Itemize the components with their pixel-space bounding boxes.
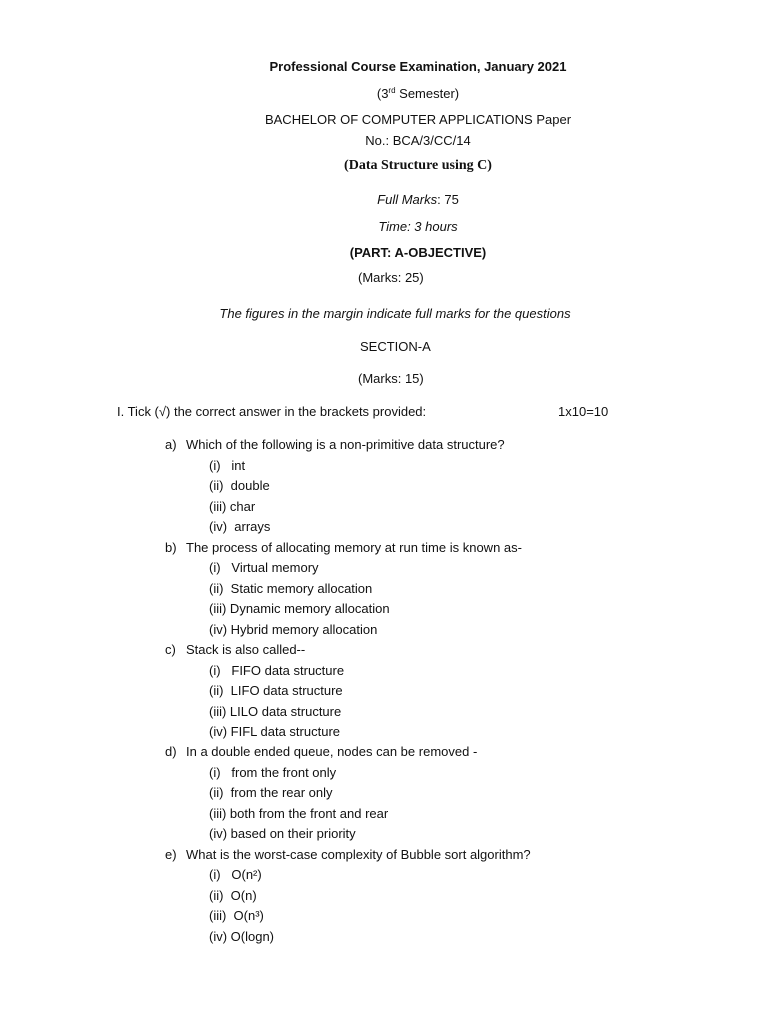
option: (ii) O(n) [209, 888, 257, 903]
program-line-1: BACHELOR OF COMPUTER APPLICATIONS Paper [264, 112, 572, 127]
full-marks-value: : 75 [437, 192, 459, 207]
exam-title: Professional Course Examination, January 2021 [269, 59, 567, 74]
semester-suffix: Semester) [395, 86, 460, 101]
option: (i) int [209, 458, 246, 473]
option: (ii) from the rear only [209, 785, 333, 800]
full-marks-label: Full Marks [377, 192, 438, 207]
full-marks-line [0, 192, 768, 208]
question-letter: b) [165, 540, 177, 555]
option: (i) from the front only [209, 765, 337, 780]
time-line: Time: 3 hours [378, 219, 458, 234]
section-heading: SECTION-A [360, 339, 431, 354]
option: (iii) Dynamic memory allocation [209, 601, 390, 616]
option: (iii) both from the front and rear [209, 806, 389, 821]
margin-instruction: The figures in the margin indicate full marks for the questions [219, 306, 571, 321]
option: (ii) double [209, 478, 270, 493]
option: (ii) Static memory allocation [209, 581, 373, 596]
option: (iv) arrays [209, 519, 271, 534]
option: (iii) O(n³) [209, 908, 264, 923]
option: (i) O(n²) [209, 867, 262, 882]
question-text: The process of allocating memory at run time is known as- [186, 540, 522, 555]
question-letter: d) [165, 744, 177, 759]
semester-prefix: (3 [376, 86, 389, 101]
course-title: (Data Structure using C) [344, 158, 492, 173]
option: (iv) Hybrid memory allocation [209, 622, 378, 637]
option: (iii) LILO data structure [209, 704, 342, 719]
question-text: What is the worst-case complexity of Bubble sort algorithm? [186, 847, 531, 862]
question-letter: c) [165, 642, 176, 657]
option: (i) FIFO data structure [209, 663, 345, 678]
option: (iv) based on their priority [209, 826, 356, 841]
section-marks: (Marks: 15) [358, 371, 424, 386]
option: (i) Virtual memory [209, 560, 319, 575]
question-text: Stack is also called-- [186, 642, 306, 657]
question-text: In a double ended queue, nodes can be removed - [186, 744, 478, 759]
question-text: Which of the following is a non-primitive data structure? [186, 437, 505, 452]
program-line-2: No.: BCA/3/CC/14 [365, 133, 471, 148]
option: (ii) LIFO data structure [209, 683, 343, 698]
semester-line [0, 86, 768, 102]
semester-superscript: rd [388, 86, 396, 95]
option: (iv) O(logn) [209, 929, 275, 944]
question-marks: 1x10=10 [558, 404, 609, 419]
question-letter: e) [165, 847, 177, 862]
question-instruction: I. Tick (√) the correct answer in the brackets provided: [117, 404, 427, 419]
option: (iii) char [209, 499, 256, 514]
part-marks: (Marks: 25) [358, 270, 424, 285]
part-heading: (PART: A-OBJECTIVE) [349, 245, 487, 260]
question-letter: a) [165, 437, 177, 452]
option: (iv) FIFL data structure [209, 724, 340, 739]
